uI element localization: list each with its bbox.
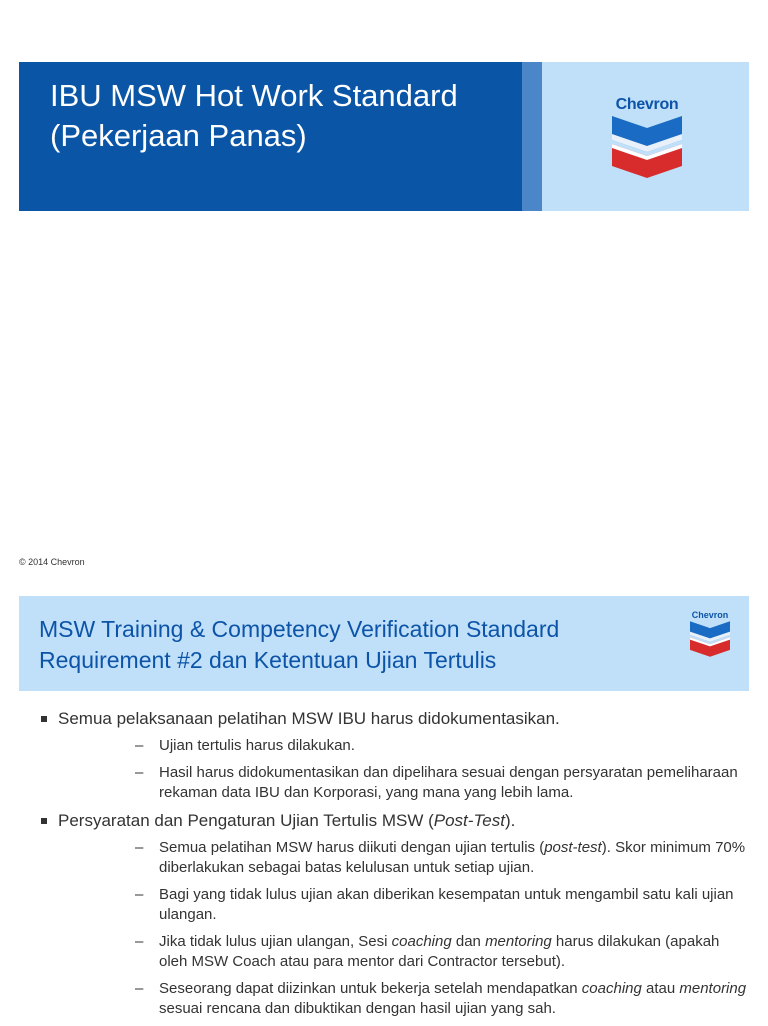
slide-title bbox=[50, 76, 520, 156]
sub-bullet-item bbox=[58, 932, 768, 972]
bullet-text: Semua pelaksanaan pelatihan MSW IBU harus didokumentasikan. bbox=[58, 709, 560, 728]
dash-bullet-icon: – bbox=[135, 839, 144, 856]
content-title-line2: Requirement #2 dan Ketentuan Ujian Tertulis bbox=[39, 647, 497, 673]
sub-bullet-item bbox=[58, 885, 768, 925]
sub-bullet-item bbox=[58, 736, 768, 756]
sub-bullet-text: Hasil harus didokumentasikan dan dipelihara sesuai dengan persyaratan pemeliharaan rekaman data IBU dan Korporasi, yang mana yang lebih lama. bbox=[159, 764, 738, 801]
sub-bullet-text: Seseorang dapat diizinkan untuk bekerja setelah mendapatkan coaching atau mentoring sesuai rencana dan dibuktikan dengan hasil ujian yang sah. bbox=[159, 980, 747, 1017]
square-bullet-icon bbox=[41, 818, 47, 824]
bullet-item bbox=[0, 708, 768, 803]
dash-bullet-icon: – bbox=[135, 764, 144, 781]
chevron-logo-small bbox=[686, 610, 734, 657]
content-title-line1: MSW Training & Competency Verification Standard bbox=[39, 616, 560, 642]
bullet-list bbox=[0, 708, 768, 1026]
sub-bullet-item bbox=[58, 979, 768, 1019]
sub-bullet-list bbox=[58, 736, 768, 803]
sub-bullet-item bbox=[58, 838, 768, 878]
copyright-text: © 2014 Chevron bbox=[19, 557, 85, 567]
square-bullet-icon bbox=[41, 716, 47, 722]
dash-bullet-icon: – bbox=[135, 886, 144, 903]
slide-title-line1: IBU MSW Hot Work Standard bbox=[50, 78, 458, 113]
sub-bullet-text: Ujian tertulis harus dilakukan. bbox=[159, 737, 355, 754]
sub-bullet-list bbox=[58, 838, 768, 1019]
sub-bullet-item bbox=[58, 763, 768, 803]
content-slide bbox=[0, 596, 768, 1024]
banner-accent-strip bbox=[522, 62, 542, 211]
sub-bullet-text: Jika tidak lulus ujian ulangan, Sesi coaching dan mentoring harus dilakukan (apakah oleh MSW Coach atau para mentor dari Contractor tersebut). bbox=[159, 933, 720, 970]
logo-wordmark: Chevron bbox=[615, 96, 679, 113]
sub-bullet-text: Semua pelatihan MSW harus diikuti dengan ujian tertulis (post-test). Skor minimum 70% diberlakukan sebagai batas kelulusan untuk setiap ujian. bbox=[159, 839, 746, 876]
dash-bullet-icon: – bbox=[135, 933, 144, 950]
bullet-text: Persyaratan dan Pengaturan Ujian Tertulis MSW (Post-Test). bbox=[58, 811, 516, 830]
dash-bullet-icon: – bbox=[135, 980, 144, 997]
content-slide-title bbox=[39, 614, 659, 676]
slide-title-line2: (Pekerjaan Panas) bbox=[50, 118, 307, 153]
chevron-emblem-icon bbox=[612, 116, 682, 178]
chevron-emblem-icon bbox=[690, 621, 730, 657]
dash-bullet-icon: – bbox=[135, 737, 144, 754]
logo-wordmark-small: Chevron bbox=[691, 610, 729, 620]
chevron-logo bbox=[608, 96, 686, 178]
sub-bullet-text: Bagi yang tidak lulus ujian akan diberikan kesempatan untuk mengambil satu kali ujian ulangan. bbox=[159, 886, 734, 923]
bullet-item bbox=[0, 810, 768, 1019]
